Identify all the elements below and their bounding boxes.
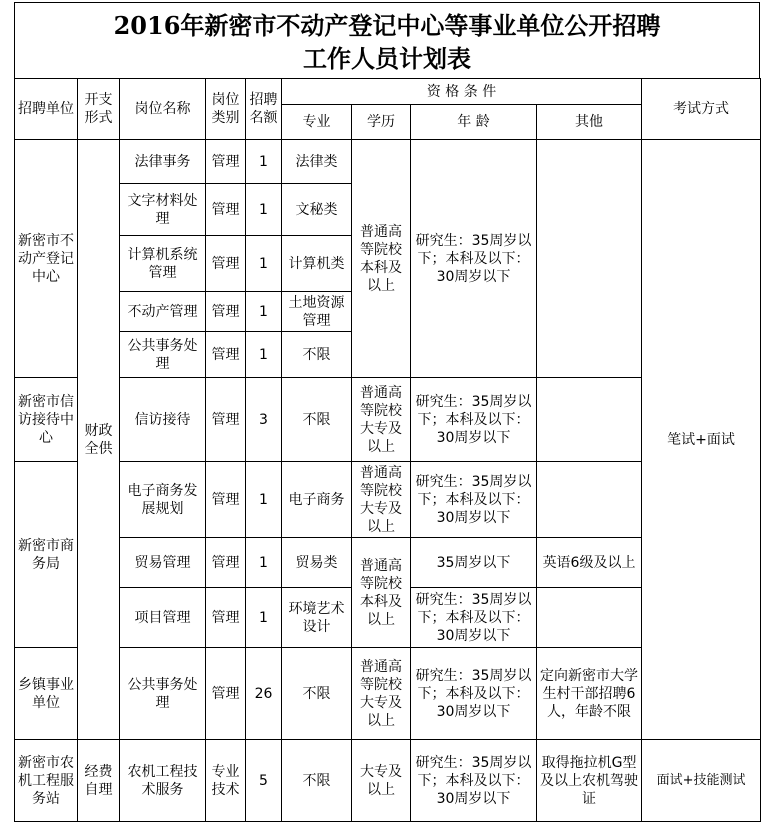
major-cell: 不限 xyxy=(282,648,352,740)
quota-cell: 1 xyxy=(246,236,282,292)
header-funding: 开支形式 xyxy=(78,79,120,140)
other-cell xyxy=(537,462,642,538)
category-cell: 管理 xyxy=(206,462,246,538)
age-cell: 研究生：35周岁以下；本科及以下：30周岁以下 xyxy=(411,648,537,740)
unit-cell: 乡镇事业单位 xyxy=(15,648,78,740)
quota-cell: 1 xyxy=(246,332,282,378)
funding-cell: 财政全供 xyxy=(78,140,120,740)
quota-cell: 1 xyxy=(246,184,282,236)
category-cell: 管理 xyxy=(206,648,246,740)
table-row xyxy=(15,740,761,822)
funding-cell: 经费自理 xyxy=(78,740,120,822)
document-title xyxy=(14,2,760,78)
education-cell: 大专及以上 xyxy=(352,740,411,822)
post-cell: 文字材料处理 xyxy=(120,184,206,236)
age-cell: 研究生：35周岁以下；本科及以下：30周岁以下 xyxy=(411,378,537,462)
post-cell: 公共事务处理 xyxy=(120,648,206,740)
age-cell: 研究生：35周岁以下；本科及以下：30周岁以下 xyxy=(411,140,537,378)
header-unit: 招聘单位 xyxy=(15,79,78,140)
header-qualifications: 资 格 条 件 xyxy=(282,79,642,105)
header-post: 岗位名称 xyxy=(120,79,206,140)
title-line-2: 工作人员计划表 xyxy=(303,44,471,73)
header-education: 学历 xyxy=(352,105,411,140)
category-cell: 管理 xyxy=(206,236,246,292)
post-cell: 信访接待 xyxy=(120,378,206,462)
major-cell: 土地资源管理 xyxy=(282,292,352,332)
post-cell: 项目管理 xyxy=(120,588,206,648)
post-cell: 不动产管理 xyxy=(120,292,206,332)
category-cell: 管理 xyxy=(206,378,246,462)
table-row xyxy=(15,140,761,184)
education-cell: 普通高等院校大专及以上 xyxy=(352,462,411,538)
other-cell: 定向新密市大学生村干部招聘6人，年龄不限 xyxy=(537,648,642,740)
header-row-1 xyxy=(15,79,761,105)
post-cell: 农机工程技术服务 xyxy=(120,740,206,822)
category-cell: 管理 xyxy=(206,140,246,184)
quota-cell: 1 xyxy=(246,538,282,588)
quota-cell: 3 xyxy=(246,378,282,462)
education-cell: 普通高等院校大专及以上 xyxy=(352,378,411,462)
title-line-1: 2016年新密市不动产登记中心等事业单位公开招聘 xyxy=(113,11,661,40)
post-cell: 公共事务处理 xyxy=(120,332,206,378)
major-cell: 法律类 xyxy=(282,140,352,184)
quota-cell: 5 xyxy=(246,740,282,822)
age-cell: 研究生：35周岁以下；本科及以下：30周岁以下 xyxy=(411,462,537,538)
major-cell: 计算机类 xyxy=(282,236,352,292)
other-cell xyxy=(537,140,642,378)
quota-cell: 1 xyxy=(246,292,282,332)
quota-cell: 1 xyxy=(246,588,282,648)
post-cell: 电子商务发展规划 xyxy=(120,462,206,538)
category-cell: 管理 xyxy=(206,292,246,332)
category-cell: 管理 xyxy=(206,588,246,648)
exam-cell: 面试+技能测试 xyxy=(642,740,761,822)
other-cell xyxy=(537,588,642,648)
major-cell: 贸易类 xyxy=(282,538,352,588)
education-cell: 普通高等院校本科及以上 xyxy=(352,538,411,648)
other-cell xyxy=(537,378,642,462)
education-cell: 普通高等院校大专及以上 xyxy=(352,648,411,740)
major-cell: 不限 xyxy=(282,378,352,462)
major-cell: 不限 xyxy=(282,332,352,378)
recruitment-plan-table xyxy=(14,78,761,822)
header-exam: 考试方式 xyxy=(642,79,761,140)
major-cell: 文秘类 xyxy=(282,184,352,236)
education-cell: 普通高等院校本科及以上 xyxy=(352,140,411,378)
quota-cell: 1 xyxy=(246,140,282,184)
unit-cell: 新密市信访接待中心 xyxy=(15,378,78,462)
major-cell: 电子商务 xyxy=(282,462,352,538)
unit-cell: 新密市不动产登记中心 xyxy=(15,140,78,378)
header-major: 专业 xyxy=(282,105,352,140)
other-cell: 英语6级及以上 xyxy=(537,538,642,588)
category-cell: 管理 xyxy=(206,332,246,378)
exam-cell: 笔试+面试 xyxy=(642,140,761,740)
unit-cell: 新密市商务局 xyxy=(15,462,78,648)
age-cell: 研究生：35周岁以下；本科及以下：30周岁以下 xyxy=(411,740,537,822)
major-cell: 环境艺术设计 xyxy=(282,588,352,648)
post-cell: 贸易管理 xyxy=(120,538,206,588)
category-cell: 专业技术 xyxy=(206,740,246,822)
quota-cell: 1 xyxy=(246,462,282,538)
quota-cell: 26 xyxy=(246,648,282,740)
category-cell: 管理 xyxy=(206,538,246,588)
post-cell: 计算机系统管理 xyxy=(120,236,206,292)
header-quota: 招聘名额 xyxy=(246,79,282,140)
other-cell: 取得拖拉机G型及以上农机驾驶证 xyxy=(537,740,642,822)
post-cell: 法律事务 xyxy=(120,140,206,184)
header-other: 其他 xyxy=(537,105,642,140)
category-cell: 管理 xyxy=(206,184,246,236)
age-cell: 35周岁以下 xyxy=(411,538,537,588)
header-category: 岗位类别 xyxy=(206,79,246,140)
header-age: 年 龄 xyxy=(411,105,537,140)
major-cell: 不限 xyxy=(282,740,352,822)
unit-cell: 新密市农机工程服务站 xyxy=(15,740,78,822)
age-cell: 研究生：35周岁以下；本科及以下：30周岁以下 xyxy=(411,588,537,648)
